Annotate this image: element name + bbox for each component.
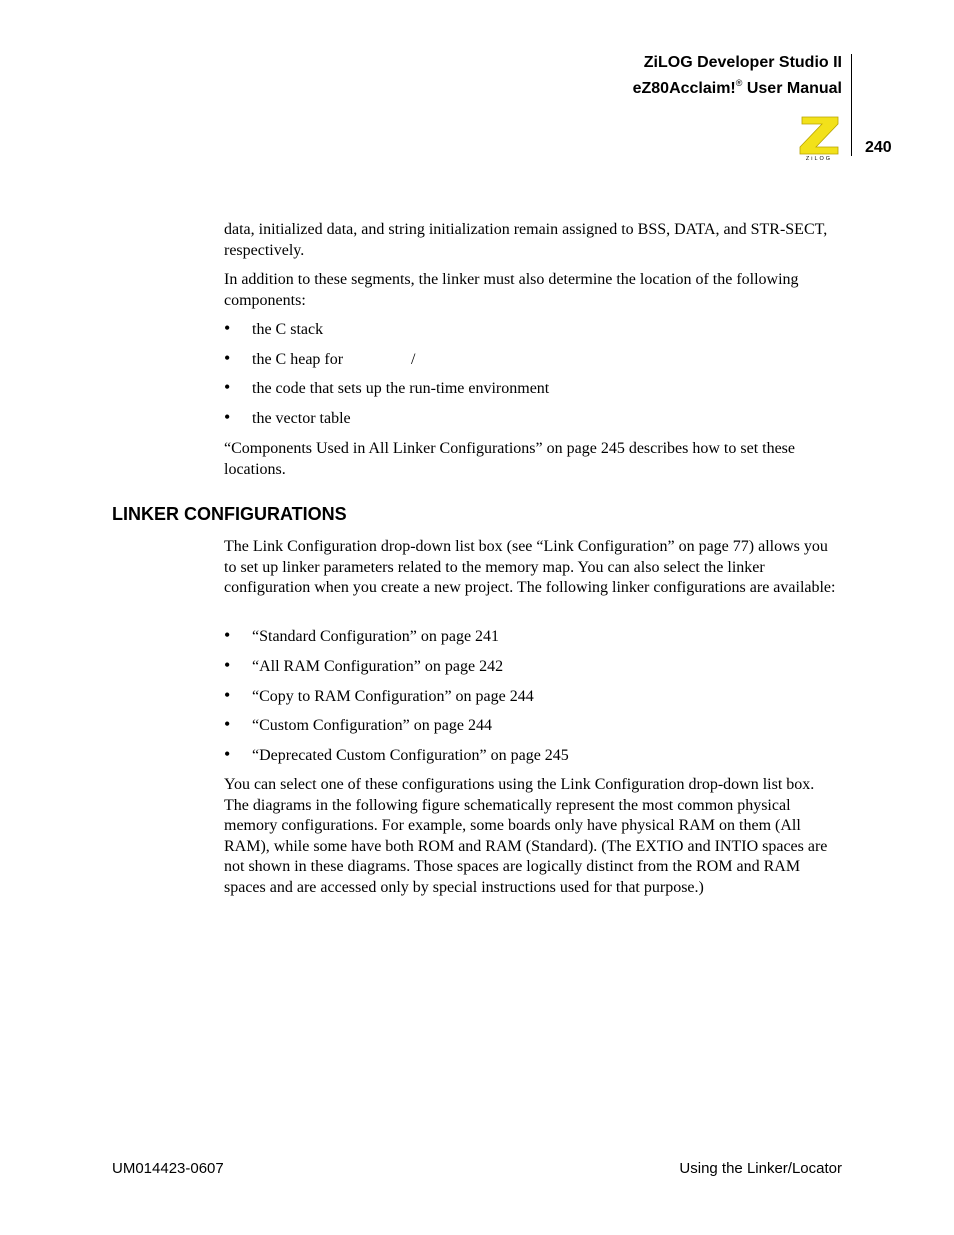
header-divider xyxy=(851,54,852,156)
bullet-icon: • xyxy=(224,744,231,764)
page-number: 240 xyxy=(865,139,892,156)
intro-paragraph-1: data, initialized data, and string initialization remain assigned to BSS, DATA, and STR-SECT, respectively. xyxy=(224,221,828,259)
intro-paragraph-3: “Components Used in All Linker Configurations” on page 245 describes how to set these locations. xyxy=(224,440,796,478)
bullet-icon: • xyxy=(224,318,231,338)
title-line-1: ZiLOG Developer Studio II xyxy=(643,54,842,71)
section-paragraph-2: You can select one of these configurations using the Link Configuration drop-down list box. The diagrams in the following figure schematically represent the most common physical memory configurations. For example, some boards only have physical RAM on them (All RAM), while some have both ROM and RAM (Standard). (The EXTIO and INTIO spaces are not shown in these diagrams. Those spaces are logically distinct from the ROM and RAM spaces and are accessed only by special instructions used for that purpose.) xyxy=(224,776,828,896)
intro-paragraph-2: In addition to these segments, the linker must also determine the location of the following components: xyxy=(224,271,799,309)
document-title xyxy=(633,52,842,99)
logo-text: ZiLOG xyxy=(805,156,833,161)
bullet-icon: • xyxy=(224,655,231,675)
bullet-icon: • xyxy=(224,407,231,427)
bullet-icon: • xyxy=(224,377,231,397)
section-paragraph-1: The Link Configuration drop-down list box (see “Link Configuration” on page 77) allows you to set up linker parameters related to the memory map. You can also select the linker configuration when you create a new project. The following linker configurations are available: xyxy=(224,538,836,596)
bullet-icon: • xyxy=(224,348,231,368)
bullet-icon: • xyxy=(224,685,231,705)
zilog-logo xyxy=(796,113,842,161)
bullet-icon: • xyxy=(224,714,231,734)
footer-doc-id: UM014423-0607 xyxy=(112,1160,224,1177)
section-heading: LINKER CONFIGURATIONS xyxy=(112,504,347,524)
footer-chapter: Using the Linker/Locator xyxy=(679,1160,842,1177)
bullet-icon: • xyxy=(224,625,231,645)
title-line-2: eZ80Acclaim!® User Manual xyxy=(632,78,842,97)
